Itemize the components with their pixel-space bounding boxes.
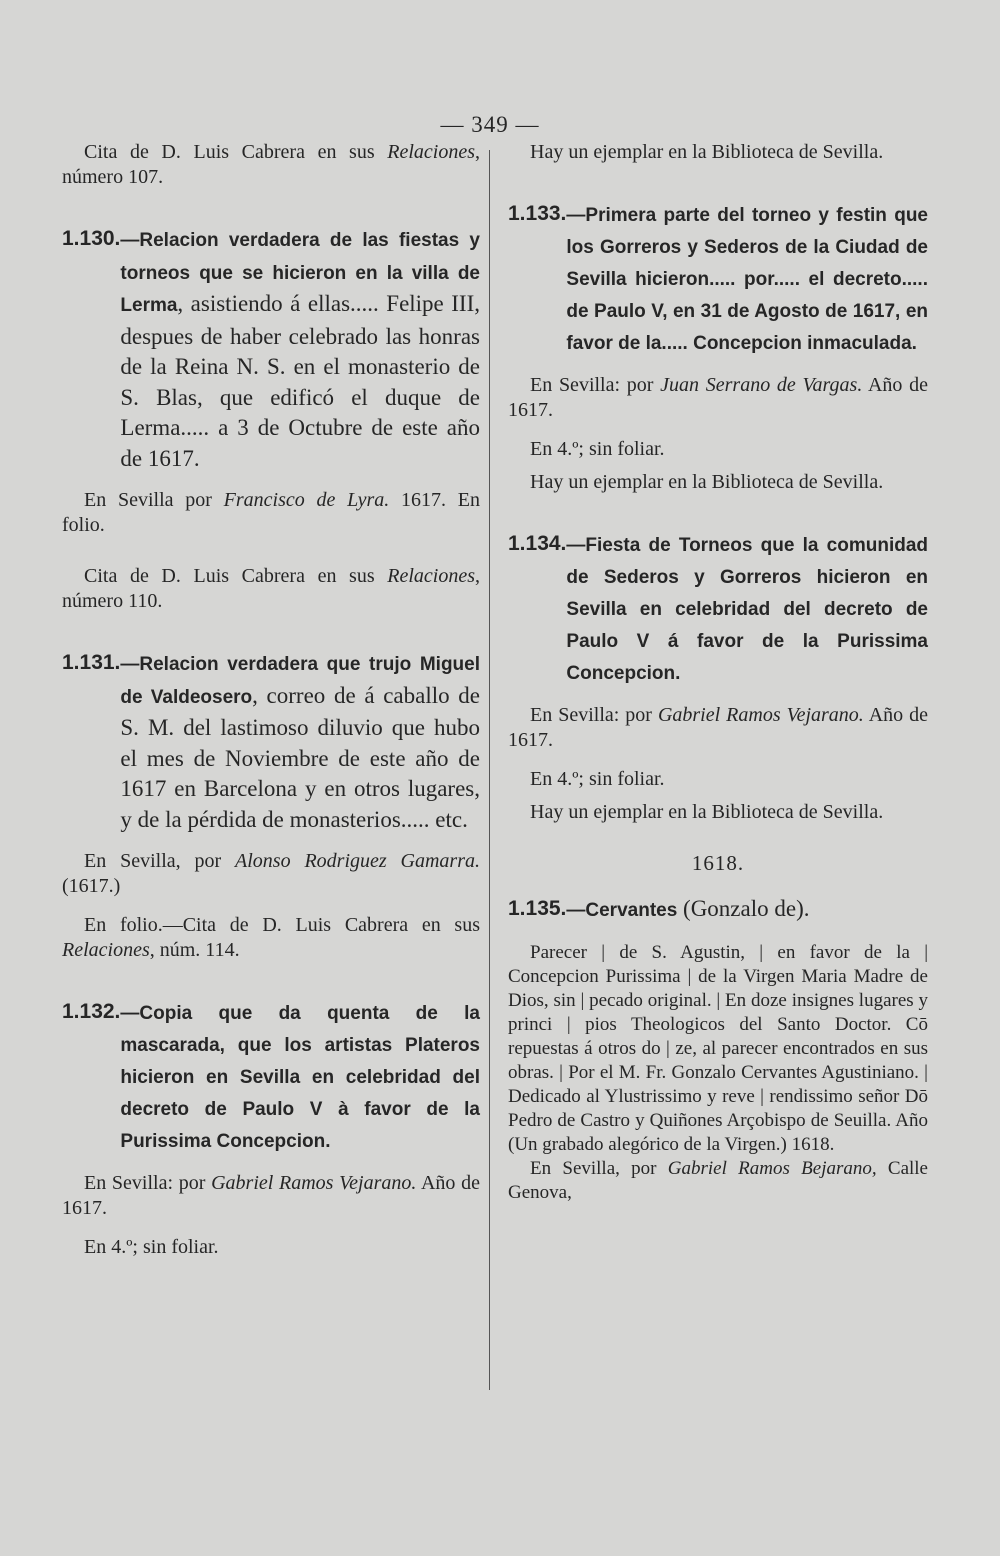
entry-title-bold: —Relacion verdadera de las fiestas y torneos que se hicieron en la villa de Lerma bbox=[120, 230, 480, 316]
entry-format: En 4.º; sin foliar. bbox=[84, 1236, 219, 1258]
imprint-date: Año de 1617. bbox=[508, 704, 929, 751]
imprint-printer: Juan Serrano de Vargas. bbox=[660, 374, 863, 396]
entry-number: 1.130. bbox=[62, 227, 121, 250]
copy-location: Hay un ejemplar en la Biblioteca de Sevilla. bbox=[530, 801, 884, 823]
citation-work: Relaciones bbox=[387, 565, 475, 587]
imprint-place: En Sevilla: por bbox=[84, 1172, 212, 1194]
format-text: En folio.—Cita de D. Luis Cabrera en sus bbox=[84, 914, 480, 936]
entry-title-bold: —Relacion verdadera que trujo Miguel de Valdeosero bbox=[120, 654, 480, 708]
column-divider bbox=[489, 150, 490, 1390]
entry-number: 1.134. bbox=[508, 532, 567, 555]
entry-title bbox=[120, 648, 480, 835]
entry-title-bold: —Fiesta de Torneos que la comunidad de Sederos y Gorreros hicieron en Sevilla en celebridad del decreto de Paulo V á favor de la Purissima Concepcion. bbox=[566, 535, 928, 684]
entry-title bbox=[120, 224, 480, 474]
entry-1135 bbox=[508, 894, 928, 927]
entry-title bbox=[566, 199, 928, 359]
entry-title-rest: , asistiendo á ellas..... Felipe III, despues de haber celebrado las honras de la Reina N. S. en el monasterio de S. Blas, que edificó el duque de Lerma..... a 3 de Octubre de este año de 1617. bbox=[120, 291, 480, 471]
right-column bbox=[508, 140, 928, 1205]
imprint-date: (1617.) bbox=[62, 875, 121, 897]
imprint-printer: Gabriel Ramos Vejarano. bbox=[211, 1172, 417, 1194]
imprint-date: 1617. En folio. bbox=[62, 489, 480, 536]
page-number: — 349 — bbox=[440, 112, 540, 137]
entry-title bbox=[566, 529, 928, 689]
entry-imprint bbox=[508, 703, 928, 753]
entry-imprint bbox=[508, 373, 928, 423]
imprint-printer: Francisco de Lyra. bbox=[223, 489, 390, 511]
entry-1131 bbox=[62, 648, 480, 835]
entry-title bbox=[566, 894, 809, 927]
entry-number: 1.135. bbox=[508, 897, 567, 920]
entry-imprint bbox=[508, 1157, 928, 1205]
citation-work: Relaciones bbox=[387, 141, 475, 163]
imprint-printer: Gabriel Ramos Vejarano. bbox=[657, 704, 864, 726]
entry-title-rest: (Gonzalo de). bbox=[677, 896, 810, 921]
entry-format-citation bbox=[62, 913, 480, 963]
imprint-place: En Sevilla, por bbox=[84, 850, 236, 872]
citation-number: , núm. 114. bbox=[149, 939, 240, 961]
entry-number: 1.131. bbox=[62, 651, 121, 674]
year-heading: 1618. bbox=[691, 851, 745, 875]
imprint-address: Calle Genova, bbox=[508, 1157, 928, 1203]
entry-1132 bbox=[62, 997, 480, 1157]
copy-location: Hay un ejemplar en la Biblioteca de Sevilla. bbox=[530, 141, 884, 163]
entry-title-bold: —Cervantes bbox=[566, 900, 678, 921]
entry-title-bold: —Primera parte del torneo y festin que los Gorreros y Sederos de la Ciudad de Sevilla hicieron..... por..... el decreto..... de Paulo V, en 31 de Agosto de 1617, en favor de la..... Concepcion inmaculada. bbox=[566, 205, 928, 354]
entry-format: En 4.º; sin foliar. bbox=[530, 768, 665, 790]
entry-title bbox=[120, 997, 480, 1157]
entry-imprint bbox=[62, 488, 480, 538]
citation-number: , número 110. bbox=[62, 565, 480, 612]
citation-text: Cita de D. Luis Cabrera en sus bbox=[84, 565, 388, 587]
entry-1134 bbox=[508, 529, 928, 689]
entry-imprint bbox=[62, 849, 480, 899]
entry-1130 bbox=[62, 224, 480, 474]
left-column bbox=[62, 140, 480, 1260]
entry-title-bold: —Copia que da quenta de la mascarada, que los artistas Plateros hicieron en Sevilla en celebridad del decreto de Paulo V à favor de la Purissima Concepcion. bbox=[120, 1003, 480, 1152]
entry-1133 bbox=[508, 199, 928, 359]
imprint-date: Año de 1617. bbox=[62, 1172, 480, 1219]
citation-number: , número 107. bbox=[62, 141, 480, 188]
entry-format: En 4.º; sin foliar. bbox=[530, 438, 665, 460]
citation-text: Cita de D. Luis Cabrera en sus bbox=[84, 141, 388, 163]
imprint-place: En Sevilla, por bbox=[530, 1157, 668, 1179]
entry-imprint bbox=[62, 1171, 480, 1221]
copy-location: Hay un ejemplar en la Biblioteca de Sevilla. bbox=[530, 471, 884, 493]
intro-citation bbox=[62, 140, 480, 190]
imprint-place: En Sevilla: por bbox=[530, 374, 661, 396]
imprint-date: Año de 1617. bbox=[508, 374, 929, 421]
entry-number: 1.133. bbox=[508, 202, 567, 225]
citation-work: Relaciones bbox=[62, 939, 150, 961]
imprint-place: En Sevilla por bbox=[84, 489, 224, 511]
imprint-place: En Sevilla: por bbox=[530, 704, 658, 726]
entry-citation bbox=[62, 564, 480, 614]
entry-title-rest: , correo de á caballo de S. M. del lastimoso diluvio que hubo el mes de Noviembre de este año de 1617 en Barcelona y en otros lugares, y de la pérdida de monasterios..... etc. bbox=[120, 682, 480, 832]
imprint-printer: Gabriel Ramos Bejarano, bbox=[667, 1157, 877, 1179]
entry-transcription: Parecer | de S. Agustin, | en favor de la | Concepcion Purissima | de la Virgen Maria Madre de Dios, sin | pecado original. | En doze insignes lugares y princi | pios Theologicos del Santo Doctor. Cō repuestas á otros do | ze, al parecer encontrados en sus obras. | Por el M. Fr. Gonzalo Cervantes Agustiniano. | Dedicado al Ylustrissimo y reve | rendissimo señor Dō Pedro de Castro y Quiñones Arçobispo de Seuilla. Año (Un grabado alegórico de la Virgen.) 1618. bbox=[508, 941, 928, 1155]
entry-number: 1.132. bbox=[62, 1000, 121, 1023]
imprint-printer: Alonso Rodriguez Gamarra. bbox=[235, 850, 480, 872]
